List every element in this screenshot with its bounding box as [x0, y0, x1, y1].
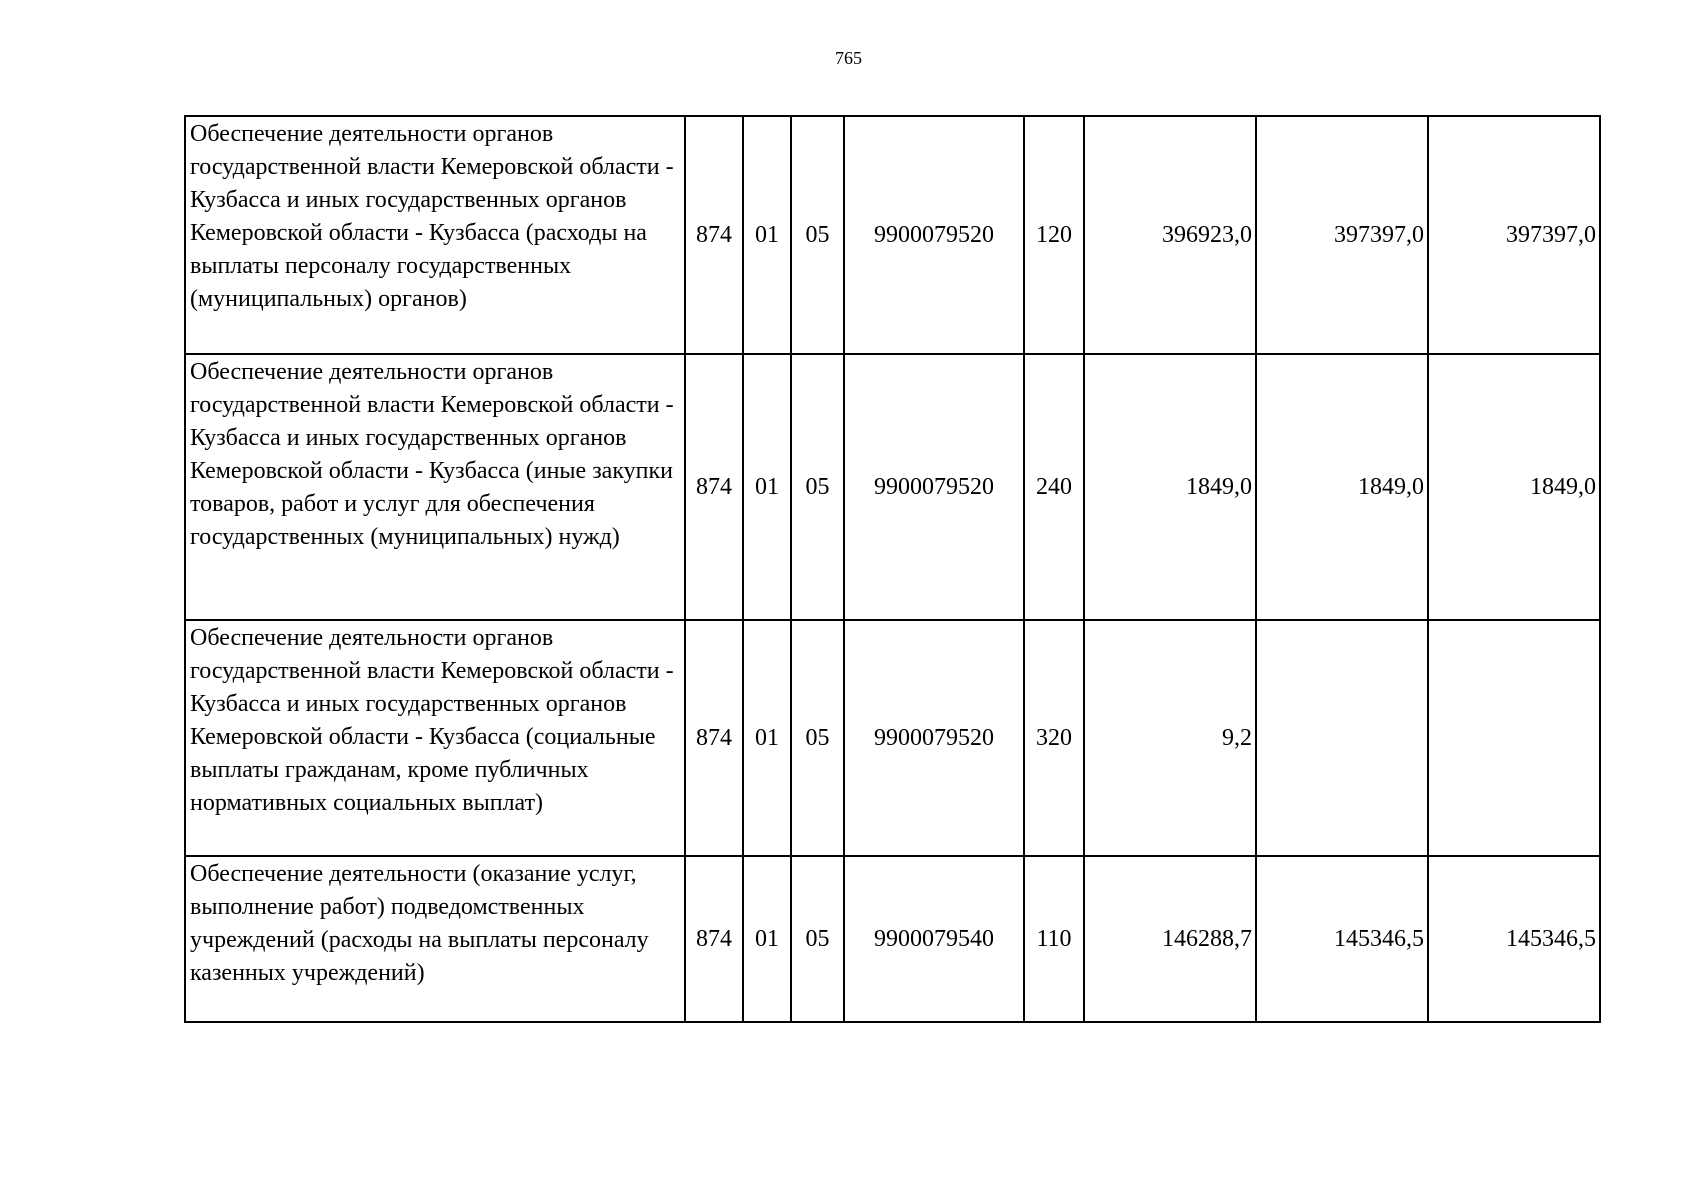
table-row: [185, 620, 1600, 856]
amount-year-2: 1849,0: [1256, 354, 1428, 620]
amount-year-1: 146288,7: [1084, 856, 1256, 1022]
subsection-code: 05: [791, 116, 844, 354]
amount-year-3: 397397,0: [1428, 116, 1600, 354]
section-code: 01: [743, 354, 791, 620]
row-description: Обеспечение деятельности (оказание услуг, выполнение работ) подведомственных учреждений (расходы на выплаты персоналу казенных учреждений): [185, 856, 685, 1022]
subsection-code: 05: [791, 354, 844, 620]
ministry-code: 874: [685, 354, 743, 620]
amount-year-2: 397397,0: [1256, 116, 1428, 354]
amount-year-2: 145346,5: [1256, 856, 1428, 1022]
ministry-code: 874: [685, 856, 743, 1022]
section-code: 01: [743, 856, 791, 1022]
target-article-code: 9900079520: [844, 620, 1024, 856]
ministry-code: 874: [685, 620, 743, 856]
expense-type-code: 240: [1024, 354, 1084, 620]
amount-year-1: 396923,0: [1084, 116, 1256, 354]
target-article-code: 9900079520: [844, 116, 1024, 354]
target-article-code: 9900079540: [844, 856, 1024, 1022]
table-row: [185, 856, 1600, 1022]
page-number: 765: [835, 48, 862, 68]
amount-year-2: [1256, 620, 1428, 856]
table-row: [185, 354, 1600, 620]
row-description: Обеспечение деятельности органов государственной власти Кемеровской области - Кузбасса и иных государственных органов Кемеровской области - Кузбасса (иные закупки товаров, работ и услуг для обеспечения государственных (муниципальных) нужд): [185, 354, 685, 620]
section-code: 01: [743, 116, 791, 354]
amount-year-3: 145346,5: [1428, 856, 1600, 1022]
subsection-code: 05: [791, 856, 844, 1022]
amount-year-3: [1428, 620, 1600, 856]
amount-year-1: 1849,0: [1084, 354, 1256, 620]
expense-type-code: 120: [1024, 116, 1084, 354]
budget-table: [184, 115, 1601, 1023]
target-article-code: 9900079520: [844, 354, 1024, 620]
amount-year-1: 9,2: [1084, 620, 1256, 856]
expense-type-code: 320: [1024, 620, 1084, 856]
amount-year-3: 1849,0: [1428, 354, 1600, 620]
section-code: 01: [743, 620, 791, 856]
row-description: Обеспечение деятельности органов государственной власти Кемеровской области - Кузбасса и иных государственных органов Кемеровской области - Кузбасса (социальные выплаты гражданам, кроме публичных нормативных социальных выплат): [185, 620, 685, 856]
expense-type-code: 110: [1024, 856, 1084, 1022]
table-row: [185, 116, 1600, 354]
row-description: Обеспечение деятельности органов государственной власти Кемеровской области - Кузбасса и иных государственных органов Кемеровской области - Кузбасса (расходы на выплаты персоналу государственных (муниципальных) органов): [185, 116, 685, 354]
subsection-code: 05: [791, 620, 844, 856]
ministry-code: 874: [685, 116, 743, 354]
